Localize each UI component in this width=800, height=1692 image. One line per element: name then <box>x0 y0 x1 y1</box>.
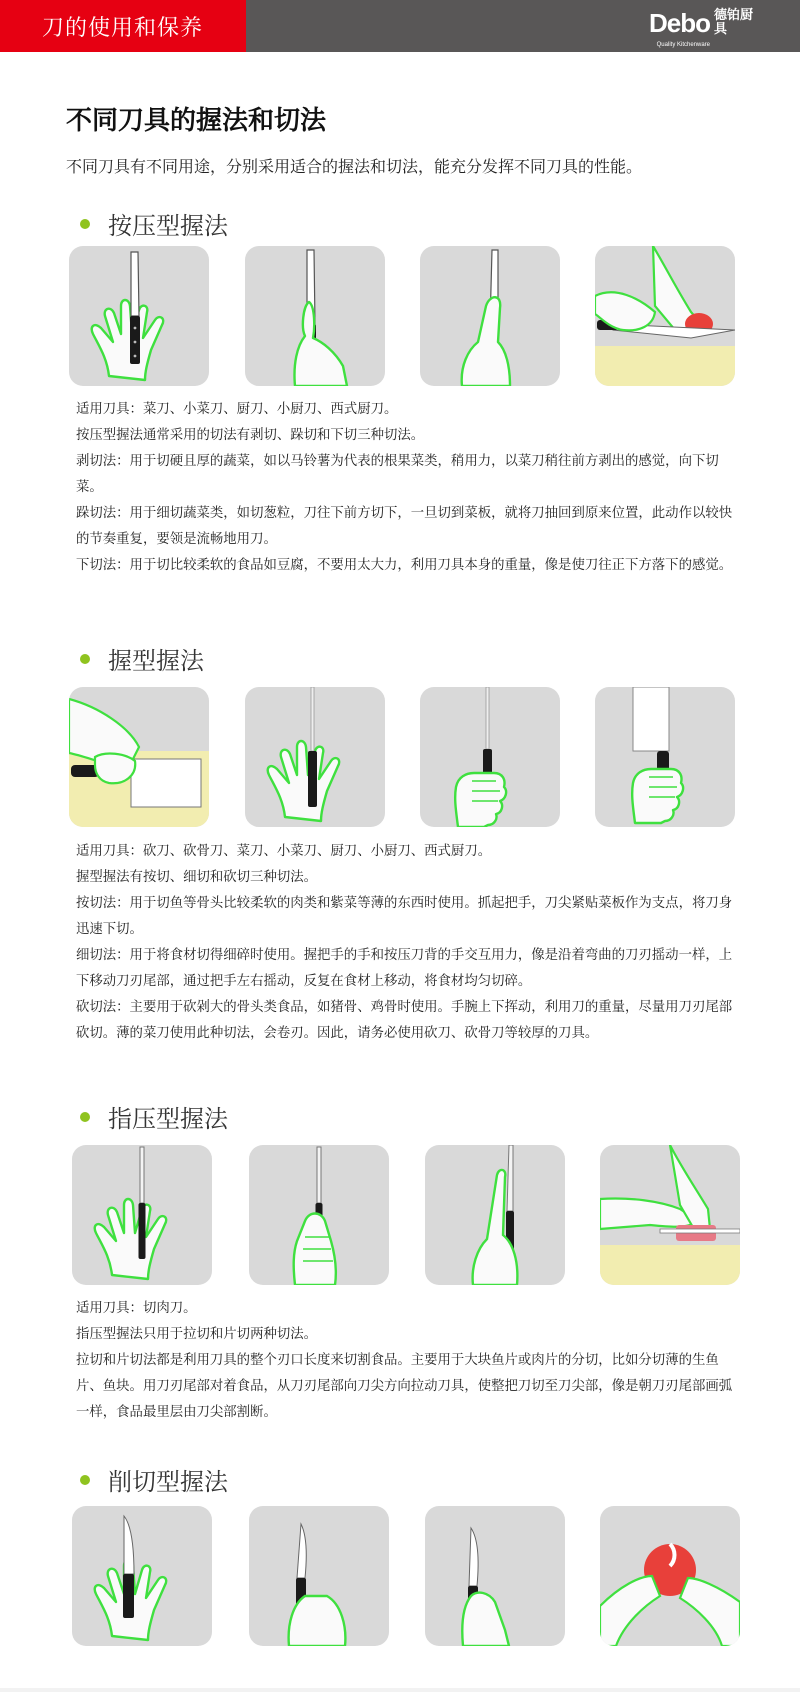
intro-text: 不同刀具有不同用途，分别采用适合的握法和切法，能充分发挥不同刀具的性能。 <box>66 157 643 176</box>
brand-name: Debo <box>649 8 710 38</box>
brand-chinese: 德铂厨具 <box>714 8 754 37</box>
text-line: 按切法：用于切鱼等骨头比较柔软的肉类和紫菜等薄的东西时使用。抓起把手，刀尖紧贴菜板作为支点，将刀身迅速下切。 <box>76 896 733 937</box>
bullet-dot-icon <box>80 1475 90 1485</box>
section-text-press-grip <box>76 397 736 579</box>
text-line: 砍切法：主要用于砍剁大的骨头类食品，如猪骨、鸡骨时使用。手腕上下挥动，利用刀的重量，尽量用刀刃尾部砍切。薄的菜刀使用此种切法，会卷刃。因此，请务必使用砍刀、砍骨刀等较厚的刀具。 <box>76 1000 733 1041</box>
text-line: 适用刀具：菜刀、小菜刀、厨刀、小厨刀、西式厨刀。 <box>76 402 398 417</box>
section-title-finger-press-grip <box>80 1099 228 1134</box>
section-title-press-grip <box>80 206 228 241</box>
illustration-cutting-tomato <box>595 246 735 386</box>
text-line: 适用刀具：砍刀、砍骨刀、菜刀、小菜刀、厨刀、小厨刀、西式厨刀。 <box>76 844 492 859</box>
section-title-text: 握型握法 <box>108 647 204 675</box>
illustration-slicer-open-hand <box>72 1145 212 1285</box>
text-line: 指压型握法只用于拉切和片切两种切法。 <box>76 1327 318 1342</box>
text-line: 按压型握法通常采用的切法有剥切、跺切和下切三种切法。 <box>76 428 425 443</box>
section-title-text: 按压型握法 <box>108 212 228 240</box>
illustration-slicing-meat <box>600 1145 740 1285</box>
illustration-knife-handle-grip <box>245 246 385 386</box>
section-title-text: 削切型握法 <box>108 1468 228 1496</box>
bullet-dot-icon <box>80 219 90 229</box>
header-tag-label: 刀的使用和保养 <box>42 15 204 41</box>
bullet-dot-icon <box>80 1112 90 1122</box>
text-line: 跺切法：用于细切蔬菜类，如切葱粒，刀往下前方切下，一旦切到菜板，就将刀抽回到原来位置，此动作以较快的节奏重复，要领是流畅地用刀。 <box>76 506 733 547</box>
illustration-peeling-tomato <box>600 1506 740 1646</box>
illustration-slicer-finger-press <box>425 1145 565 1285</box>
image-row-press-grip <box>0 246 800 386</box>
illustration-paring-grip <box>249 1506 389 1646</box>
brand-subtitle: Quality Kitchenware <box>656 42 710 48</box>
header-bar <box>0 0 800 52</box>
illustration-fist-grip-knife <box>420 687 560 827</box>
section-title-fist-grip <box>80 641 204 676</box>
illustration-knife-tip-up <box>420 246 560 386</box>
section-text-finger-press-grip <box>76 1296 736 1426</box>
page-title: 不同刀具的握法和切法 <box>66 106 327 136</box>
bottom-divider <box>0 1688 800 1692</box>
text-line: 细切法：用于将食材切得细碎时使用。握把手的手和按压刀背的手交互用力，像是沿着弯曲的刀刃摇动一样，上下移动刀刃尾部，通过把手左右摇动，反复在食材上移动，将食材均匀切碎。 <box>76 948 733 989</box>
illustration-cleaver-on-board <box>69 687 209 827</box>
text-line: 拉切和片切法都是利用刀具的整个刃口长度来切割食品。主要用于大块鱼片或肉片的分切，比如分切薄的生鱼片、鱼块。用刀刃尾部对着食品，从刀刃尾部向刀尖方向拉动刀具，使整把刀切至刀尖部，像是朝刀刃尾部画弧一样，食品最里层由刀尖部割断。 <box>76 1353 733 1420</box>
image-row-paring-grip <box>0 1506 800 1646</box>
image-row-fist-grip <box>0 687 800 827</box>
illustration-open-hand-knife <box>245 687 385 827</box>
text-line: 下切法：用于切比较柔软的食品如豆腐，不要用太大力，利用刀具本身的重量，像是使刀往正下方落下的感觉。 <box>76 558 733 573</box>
illustration-slicer-grip <box>249 1145 389 1285</box>
section-title-text: 指压型握法 <box>108 1105 228 1133</box>
text-line: 握型握法有按切、细切和砍切三种切法。 <box>76 870 318 885</box>
section-text-fist-grip <box>76 839 736 1047</box>
illustration-paring-open-hand <box>72 1506 212 1646</box>
header-tag <box>0 0 246 52</box>
illustration-paring-fist <box>425 1506 565 1646</box>
text-line: 适用刀具：切肉刀。 <box>76 1301 197 1316</box>
section-title-paring-grip <box>80 1462 228 1497</box>
text-line: 剥切法：用于切硬且厚的蔬菜，如以马铃薯为代表的根果菜类，稍用力，以菜刀稍往前方剥出的感觉，向下切菜。 <box>76 454 719 495</box>
illustration-chef-knife-hand <box>69 246 209 386</box>
illustration-cleaver-grip <box>595 687 735 827</box>
image-row-finger-press-grip <box>0 1145 800 1285</box>
bullet-dot-icon <box>80 654 90 664</box>
